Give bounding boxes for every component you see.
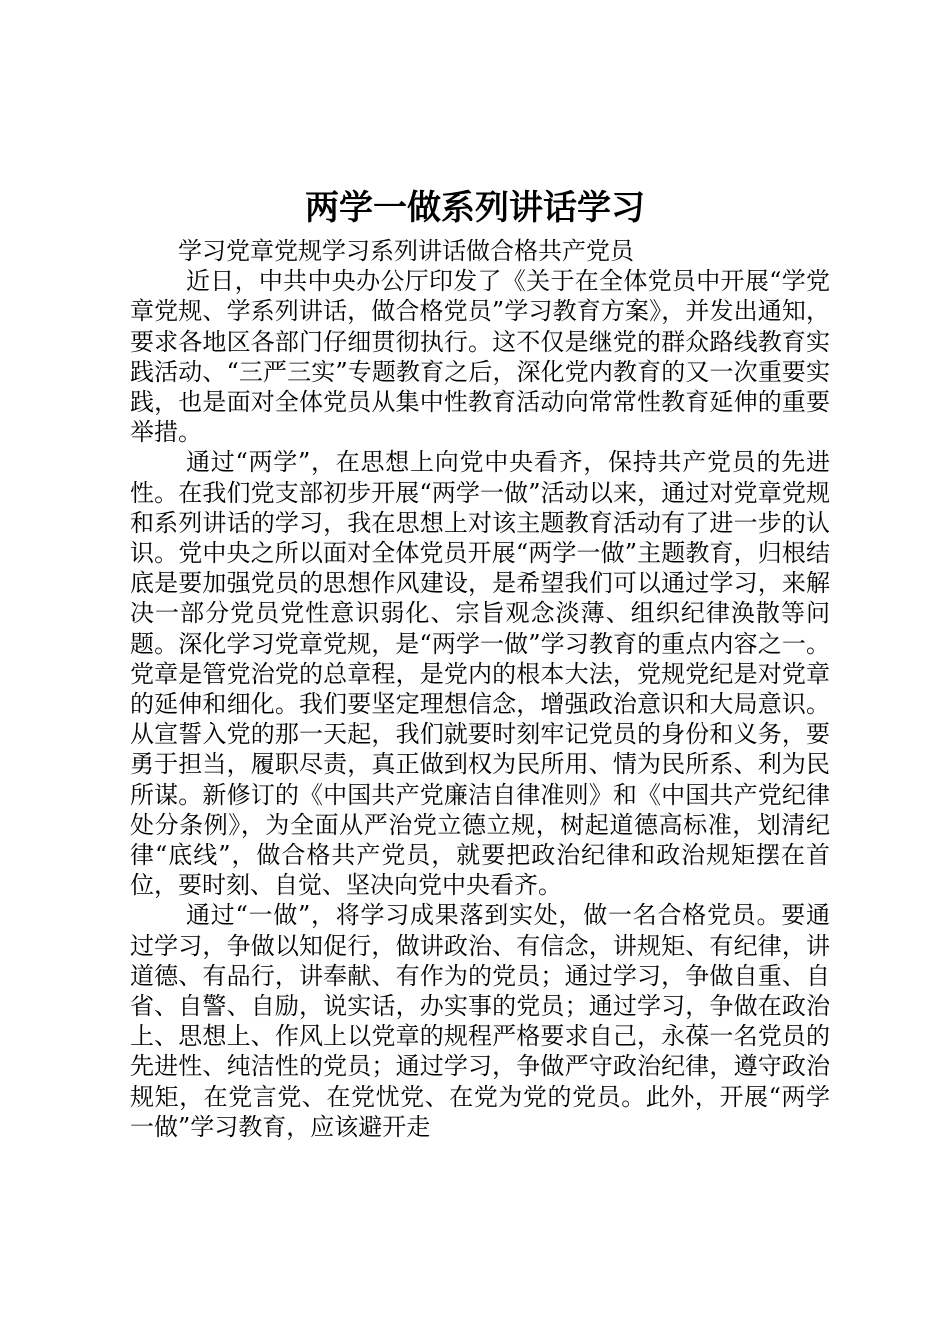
document-body: [130, 236, 830, 1142]
document-title: 两学一做系列讲话学习: [305, 188, 645, 228]
paragraph-1: 近日，中共中央办公厅印发了《关于在全体党员中开展“学党章党规、学系列讲话，做合格党员”学习教育方案》，并发出通知，要求各地区各部门仔细贯彻执行。这不仅是继党的群众路线教育实践活动、“三严三实”专题教育之后，深化党内教育的又一次重要实践，也是面对全体党员从集中性教育活动向常常性教育延伸的重要举措。: [130, 267, 830, 447]
paragraph-3: 通过“一做”，将学习成果落到实处，做一名合格党员。要通过学习，争做以知促行，做讲政治、有信念，讲规矩、有纪律，讲道德、有品行，讲奉献、有作为的党员；通过学习，争做自重、自省、自警、自励，说实话，办实事的党员；通过学习，争做在政治上、思想上、作风上以党章的规程严格要求自己，永葆一名党员的先进性、纯洁性的党员；通过学习，争做严守政治纪律，遵守政治规矩，在党言党、在党忧党、在党为党的党员。此外，开展“两学一做”学习教育，应该避开走: [130, 901, 830, 1141]
document-subtitle: 学习党章党规学习系列讲话做合格共产党员: [178, 237, 634, 265]
paragraph-2: 通过“两学”，在思想上向党中央看齐，保持共产党员的先进性。在我们党支部初步开展“两学一做”活动以来，通过对党章党规和系列讲话的学习，我在思想上对该主题教育活动有了进一步的认识。党中央之所以面对全体党员开展“两学一做”主题教育，归根结底是要加强党员的思想作风建设，是希望我们可以通过学习，来解决一部分党员党性意识弱化、宗旨观念淡薄、组织纪律涣散等问题。深化学习党章党规，是“两学一做”学习教育的重点内容之一。党章是管党治党的总章程，是党内的根本大法，党规党纪是对党章的延伸和细化。我们要坚定理想信念，增强政治意识和大局意识。从宣誓入党的那一天起，我们就要时刻牢记党员的身份和义务，要勇于担当，履职尽责，真正做到权为民所用、情为民所系、利为民所谋。新修订的《中国共产党廉洁自律准则》和《中国共产党纪律处分条例》，为全面从严治党立德立规，树起道德高标准，划清纪律“底线”，做合格共产党员，就要把政治纪律和政治规矩摆在首位，要时刻、自觉、坚决向党中央看齐。: [130, 448, 830, 900]
